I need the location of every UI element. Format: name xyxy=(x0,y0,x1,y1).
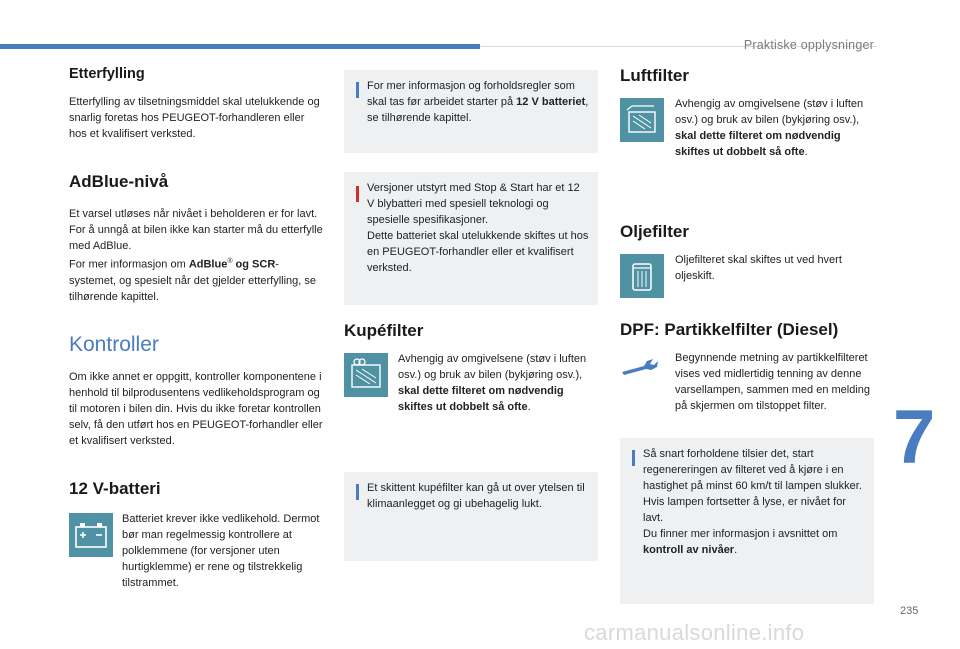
header-accent-bar xyxy=(0,44,480,49)
info-note-kupefilter xyxy=(344,472,598,561)
heading-kontroller: Kontroller xyxy=(69,332,159,356)
info-note-battery xyxy=(344,70,598,153)
info-icon xyxy=(356,484,359,500)
chapter-number: 7 xyxy=(893,395,936,480)
warning-icon xyxy=(356,186,359,202)
cabin-filter-icon xyxy=(344,353,388,397)
info-note-battery-text: For mer informasjon og forholdsregler som skal tas før arbeidet starter på 12 V batteriet, se tilhørende kapittel. xyxy=(367,80,589,124)
kupefilter-text: Avhengig av omgivelsene (støv i luften osv.) og bruk av bilen (bykjøring osv.), skal dette filteret om nødvendig skiftes ut dobbelt så ofte. xyxy=(398,353,587,413)
heading-batteri: 12 V-batteri xyxy=(69,478,161,498)
heading-adblue: AdBlue-nivå xyxy=(69,172,169,191)
section-header: Praktiske opplysninger xyxy=(743,38,874,52)
info-note-dpf xyxy=(620,438,874,604)
section-kupefilter xyxy=(344,321,598,443)
column-right xyxy=(620,66,874,428)
warning-note-text: Versjoner utstyrt med Stop & Start har et 12 V blybatteri med spesiell teknologi og spesielle spesifikasjoner. Dette batteriet skal utelukkende skiftes ut hos en PEUGEOT-forhandler eller et kvalifisert verksted. xyxy=(367,182,589,274)
warning-note-stopstart xyxy=(344,172,598,305)
heading-etterfylling: Etterfylling xyxy=(69,66,145,82)
oil-filter-icon xyxy=(620,254,664,298)
etterfylling-text: Etterfylling av tilsetningsmiddel skal utelukkende og snarlig foretas hos PEUGEOT-forhandleren eller hos et kvalifisert verksted. xyxy=(69,96,320,140)
heading-kupefilter: Kupéfilter xyxy=(344,321,424,340)
dpf-text: Begynnende metning av partikkelfilteret vises ved midlertidig tenning av denne varsellampen, sammen med en melding på skjermen om tilstoppet filter. xyxy=(675,352,871,412)
column-left xyxy=(69,66,324,593)
wrench-icon xyxy=(620,356,660,378)
info-icon xyxy=(356,82,359,98)
battery-icon xyxy=(69,513,113,557)
adblue-text-2: For å unngå at bilen ikke kan starter må du etterfylle med AdBlue. xyxy=(69,224,323,252)
batteri-text: Batteriet krever ikke vedlikehold. Dermot bør man regelmessig kontrollere at polklemmene (for versjoner uten hurtigklemme) er rene og tilstrekkelig tilstrammet. xyxy=(122,512,320,589)
adblue-text-3: For mer informasjon om AdBlue® og SCR-systemet, og spesielt når det gjelder etterfylling, se tilhørende kapittel. xyxy=(69,258,317,303)
kontroller-text: Om ikke annet er oppgitt, kontroller komponentene i henhold til bilprodusentens vedlikeholdsprogram og til motoren i bilen din. Hvis du ikke foretar kontrollen selv, få den utført hos en PEUGEOT-forhandler eller et kvalifisert verksted. xyxy=(69,370,323,447)
air-filter-icon xyxy=(620,98,664,142)
info-icon xyxy=(632,450,635,466)
adblue-text-1: Et varsel utløses når nivået i beholderen er for lavt. xyxy=(69,208,318,220)
info-note-dpf-text: Så snart forholdene tilsier det, start regenereringen av filteret ved å kjøre i en hastighet på minst 60 km/t til lampen slukker. Hvis lampen fortsetter å lyse, er nivået for lavt. Du finner mer informasjon i avsnittet om kontroll av nivåer. xyxy=(643,448,862,556)
info-note-kupefilter-text: Et skittent kupéfilter kan gå ut over ytelsen til klimaanlegget og gi ubehagelig lukt. xyxy=(367,482,585,510)
heading-oljefilter: Oljefilter xyxy=(620,222,689,241)
heading-dpf: DPF: Partikkelfilter (Diesel) xyxy=(620,320,839,339)
oljefilter-text: Oljefilteret skal skiftes ut ved hvert oljeskift. xyxy=(675,254,842,282)
heading-luftfilter: Luftfilter xyxy=(620,66,689,85)
watermark: carmanualsonline.info xyxy=(584,620,805,645)
page-number: 235 xyxy=(900,605,919,617)
luftfilter-text: Avhengig av omgivelsene (støv i luften osv.) og bruk av bilen (bykjøring osv.), skal dette filteret om nødvendig skiftes ut dobbelt så ofte. xyxy=(675,98,864,158)
